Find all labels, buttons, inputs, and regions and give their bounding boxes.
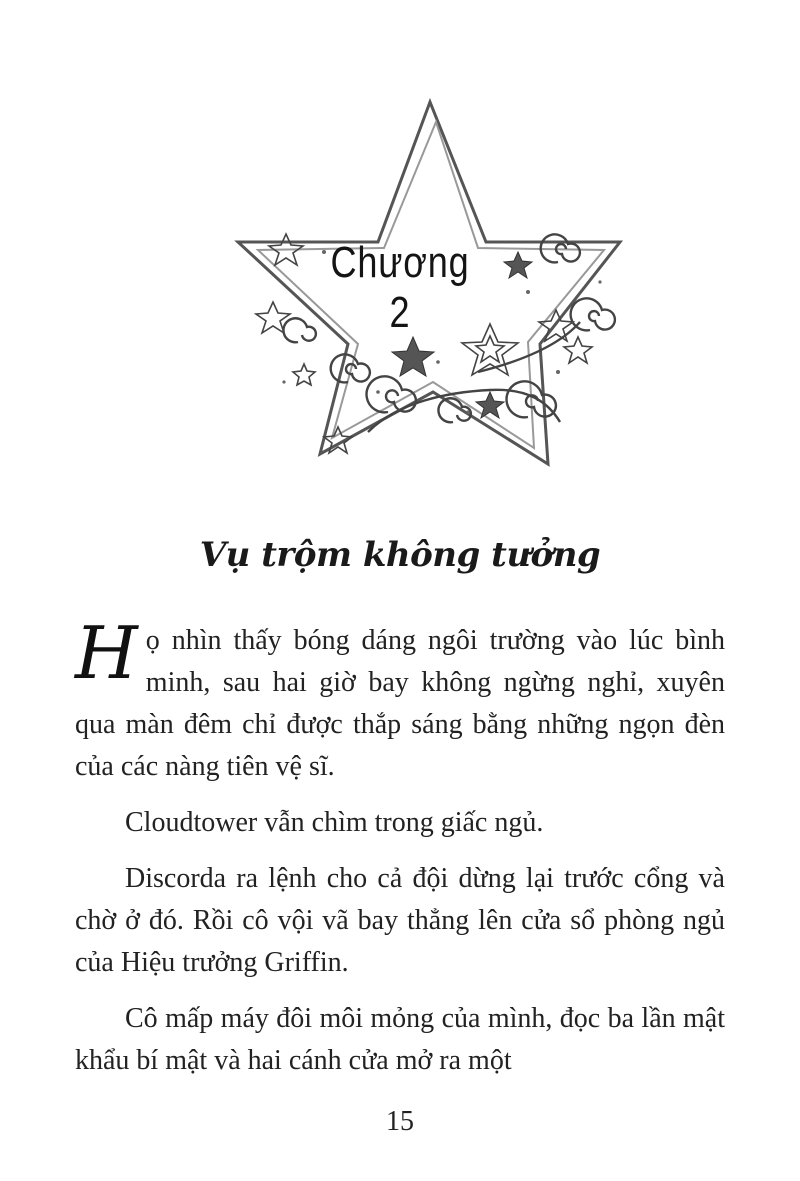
drop-cap: H: [75, 611, 138, 695]
body-text: [75, 611, 725, 1096]
paragraph: Cô mấp máy đôi môi mỏng của mình, đọc ba lần mật khẩu bí mật và hai cánh cửa mở ra một: [75, 1003, 725, 1076]
chapter-title: Chương 2: [330, 238, 470, 337]
page-number: 15: [386, 1106, 414, 1137]
paragraph: Discorda ra lệnh cho cả đội dừng lại trước cổng và chờ ở đó. Rồi cô vội vã bay thẳng lên cửa sổ phòng ngủ của Hiệu trưởng Griffin.: [75, 863, 725, 978]
paragraph-text: ọ nhìn thấy bóng dáng ngôi trường vào lúc bình minh, sau hai giờ bay không ngừng nghỉ, xuyên qua màn đêm chỉ được thắp sáng bằng những ngọn đèn của các nàng tiên vệ sĩ.: [75, 625, 725, 782]
paragraph: [75, 611, 725, 788]
section-title: Vụ trộm không tưởng: [199, 535, 601, 575]
paragraph: Cloudtower vẫn chìm trong giấc ngủ.: [125, 807, 544, 838]
